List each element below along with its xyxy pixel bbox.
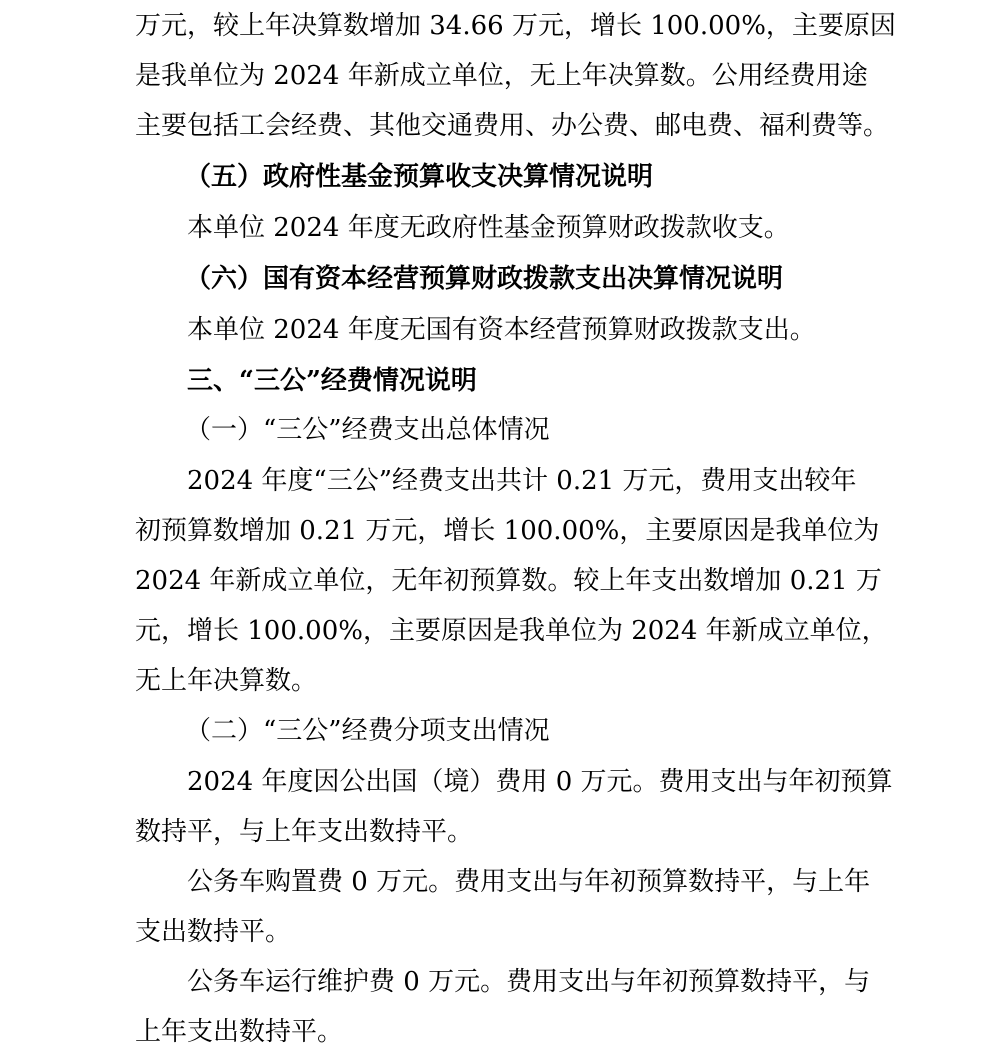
body-text-line: 2024 年度因公出国（境）费用 0 万元。费用支出与年初预算: [187, 767, 893, 797]
body-text-line: 初预算数增加 0.21 万元，增长 100.00%，主要原因是我单位为: [135, 516, 880, 546]
chapter-heading-3: 三、“三公”经费情况说明: [187, 366, 477, 396]
body-text-line: 主要包括工会经费、其他交通费用、办公费、邮电费、福利费等。: [135, 111, 890, 141]
subsection-heading-1: （一）“三公”经费支出总体情况: [185, 415, 550, 445]
section-heading-5: （五）政府性基金预算收支决算情况说明: [185, 162, 654, 192]
body-text-line: 万元，较上年决算数增加 34.66 万元，增长 100.00%，主要原因: [135, 11, 896, 41]
subsection-heading-2: （二）“三公”经费分项支出情况: [185, 716, 550, 746]
section-heading-6: （六）国有资本经营预算财政拨款支出决算情况说明: [185, 264, 784, 294]
body-text-line: 本单位 2024 年度无国有资本经营预算财政拨款支出。: [187, 315, 816, 345]
body-text-line: 是我单位为 2024 年新成立单位，无上年决算数。公用经费用途: [135, 61, 868, 91]
body-text-line: 上年支出数持平。: [135, 1017, 344, 1047]
body-text-line: 无上年决算数。: [135, 666, 318, 696]
body-text-line: 公务车购置费 0 万元。费用支出与年初预算数持平，与上年: [187, 867, 871, 897]
body-text-line: 数持平，与上年支出数持平。: [135, 817, 474, 847]
body-text-line: 2024 年度“三公”经费支出共计 0.21 万元，费用支出较年: [187, 466, 857, 496]
body-text-line: 2024 年新成立单位，无年初预算数。较上年支出数增加 0.21 万: [135, 566, 882, 596]
body-text-line: 本单位 2024 年度无政府性基金预算财政拨款收支。: [187, 213, 790, 243]
body-text-line: 公务车运行维护费 0 万元。费用支出与年初预算数持平，与: [187, 967, 871, 997]
body-text-line: 支出数持平。: [135, 917, 292, 947]
body-text-line: 元，增长 100.00%，主要原因是我单位为 2024 年新成立单位，: [135, 616, 888, 646]
